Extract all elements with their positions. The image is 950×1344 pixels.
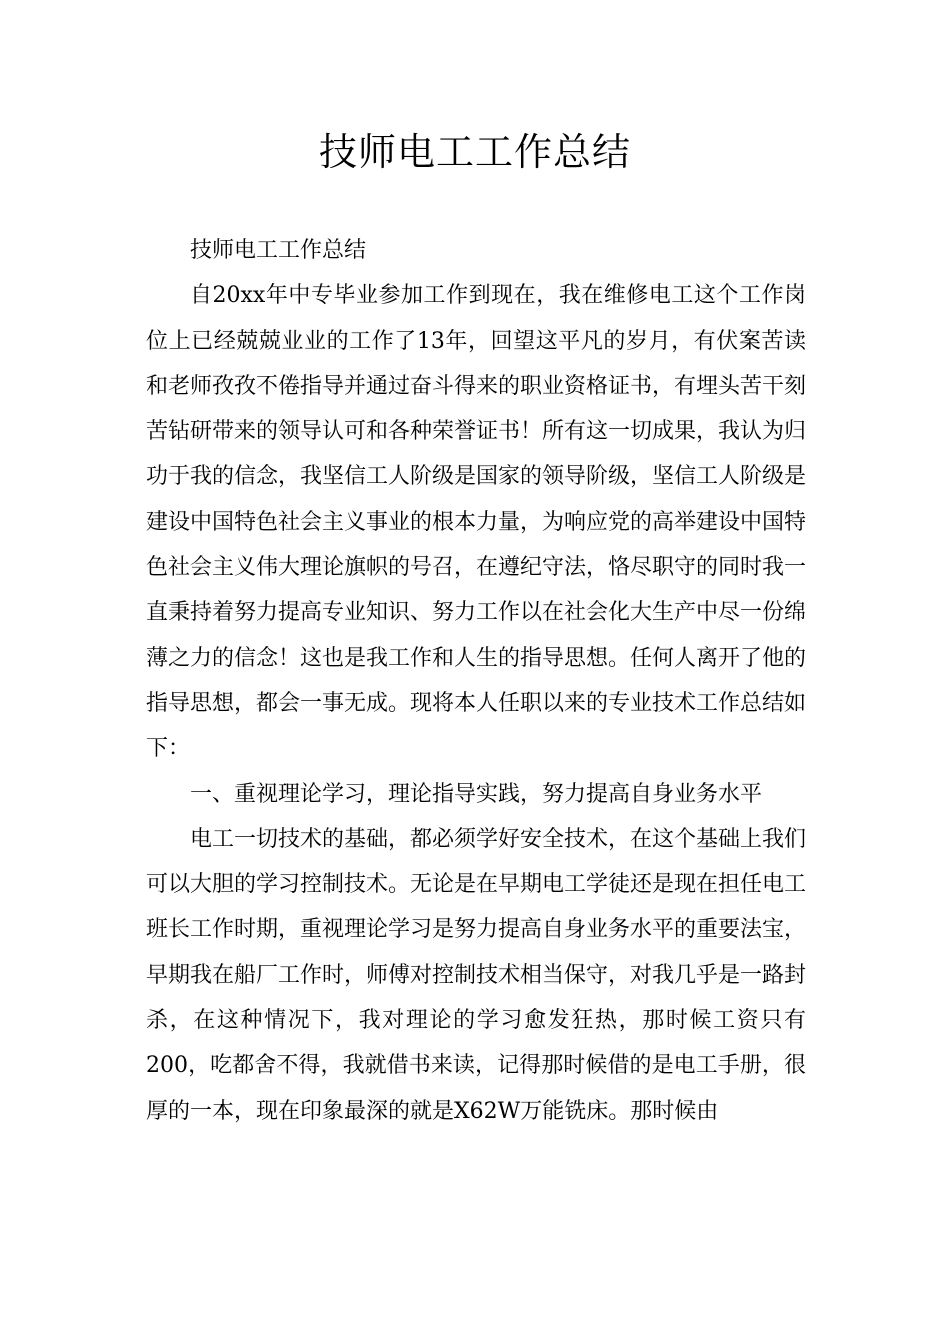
paragraph-section-body: 电工一切技术的基础，都必须学好安全技术，在这个基础上我们可以大胆的学习控制技术。无论是在早期电工学徒还是现在担任电工班长工作时期，重视理论学习是努力提高自身业务水平的重要法宝，早期我在船厂工作时，师傅对控制技术相当保守，对我几乎是一路封杀，在这种情况下，我对理论的学习愈发狂热，那时候工资只有200，吃都舍不得，我就借书来读，记得那时候借的是电工手册，很厚的一本，现在印象最深的就是X62W万能铣床。那时候由 [146, 826, 807, 1124]
section-heading: 一、重视理论学习，理论指导实践，努力提高自身业务水平 [190, 781, 763, 807]
paragraph-subtitle: 技师电工工作总结 [190, 238, 367, 263]
paragraph-intro: 自20xx年中专毕业参加工作到现在，我在维修电工这个工作岗位上已经兢兢业业的工作了13年，回望这平凡的岁月，有伏案苦读和老师孜孜不倦指导并通过奋斗得来的职业资格证书，有埋头苦干刻苦钻研带来的领导认可和各种荣誉证书！所有这一切成果，我认为归功于我的信念，我坚信工人阶级是国家的领导阶级，坚信工人阶级是建设中国特色社会主义事业的根本力量，为响应党的高举建设中国特色社会主义伟大理论旗帜的号召，在遵纪守法，恪尽职守的同时我一直秉持着努力提高专业知识、努力工作以在社会化大生产中尽一份绵薄之力的信念！这也是我工作和人生的指导思想。任何人离开了他的指导思想，都会一事无成。现将本人任职以来的专业技术工作总结如下： [146, 283, 807, 762]
page-title: 技师电工工作总结 [318, 130, 631, 174]
document-body [146, 228, 806, 1134]
